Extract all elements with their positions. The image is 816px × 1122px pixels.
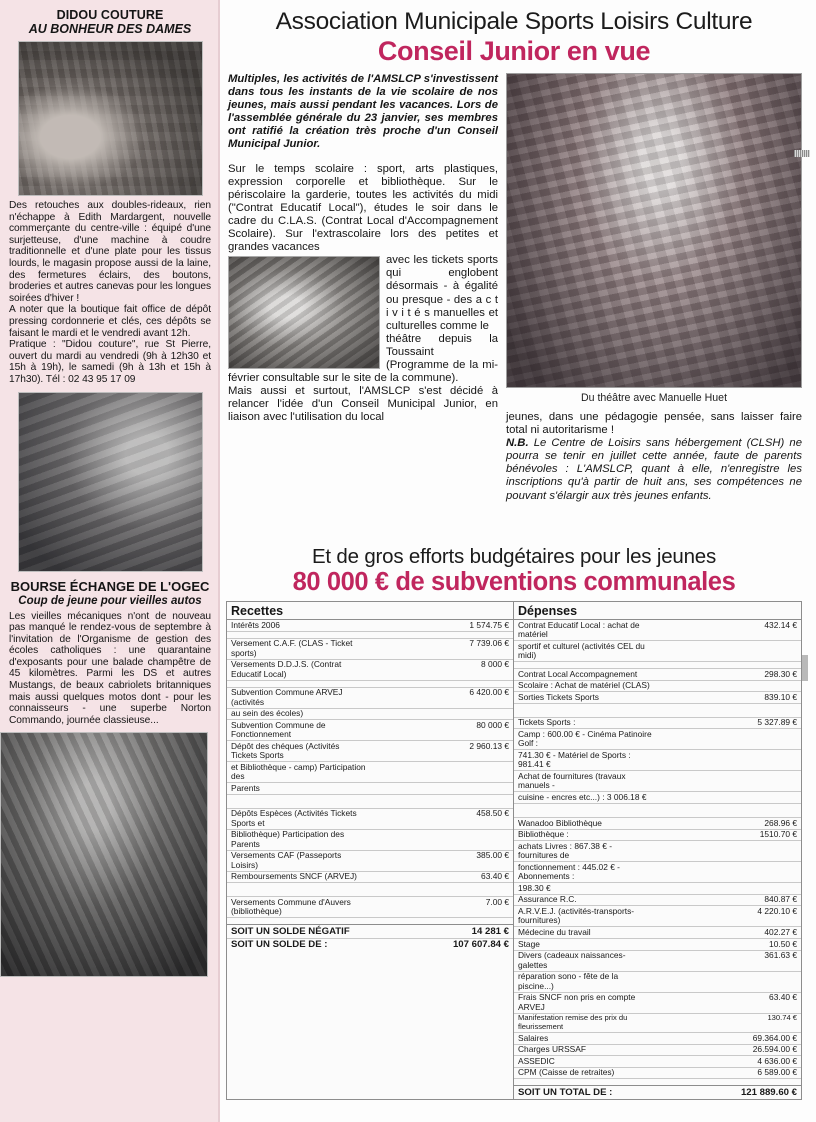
row-amount: 69.364.00 € — [658, 1032, 802, 1044]
table-row — [227, 638, 513, 659]
right-nb-note — [506, 437, 802, 502]
theatre-group-photo — [506, 73, 802, 388]
main-content-column — [220, 0, 816, 1122]
row-amount: 10.50 € — [658, 938, 802, 950]
total-amount: 121 889.60 € — [658, 1086, 802, 1099]
table-row-continuation — [514, 729, 801, 750]
table-row — [514, 620, 801, 641]
row-label: Contrat Local Accompagnement — [514, 669, 658, 681]
row-amount — [658, 803, 802, 817]
table-row-continuation — [227, 708, 513, 720]
table-row-continuation — [514, 971, 801, 992]
didou-couture-title: DIDOU COUTURE — [56, 8, 164, 22]
row-label: Assurance R.C. — [514, 894, 658, 906]
children-activity-photo — [228, 256, 380, 369]
table-spacer-row — [514, 662, 801, 669]
row-amount — [370, 829, 513, 850]
row-amount: 840.87 € — [658, 894, 802, 906]
row-amount — [370, 680, 513, 687]
row-label — [227, 794, 370, 808]
table-row — [227, 659, 513, 680]
row-label: Subvention Commune de Fonctionnement — [227, 720, 370, 741]
row-amount: 7.00 € — [370, 897, 513, 918]
depenses-table — [514, 602, 801, 1099]
total-amount: 107 607.84 € — [370, 938, 513, 951]
row-label: réparation sono - fête de la piscine...) — [514, 971, 658, 992]
table-spacer-row — [514, 703, 801, 717]
row-label: Charges URSSAF — [514, 1044, 658, 1056]
article-columns — [226, 73, 802, 543]
row-label — [227, 631, 370, 638]
row-label — [514, 703, 658, 717]
shopkeeper-photo — [18, 41, 203, 196]
row-amount — [370, 708, 513, 720]
nb-label: N.B. — [506, 437, 529, 450]
row-amount: 298.30 € — [658, 669, 802, 681]
bourse-body — [9, 611, 211, 727]
table-row — [514, 927, 801, 939]
table-row — [514, 1044, 801, 1056]
scan-edge-mark-2 — [802, 655, 808, 681]
table-row-continuation — [514, 792, 801, 804]
table-row — [514, 1067, 801, 1079]
row-label: sportif et culturel (activités CEL du midi) — [514, 641, 658, 662]
total-label: SOIT UN SOLDE NÉGATIF — [227, 925, 370, 938]
row-label: 198.30 € — [514, 883, 658, 895]
total-label: SOIT UN TOTAL DE : — [514, 1086, 658, 1099]
row-label: 741.30 € - Matériel de Sports : 981.41 € — [514, 750, 658, 771]
didou-couture-storefront-photo — [18, 392, 203, 572]
table-row — [514, 817, 801, 829]
table-row-continuation — [514, 750, 801, 771]
row-amount: 8 000 € — [370, 659, 513, 680]
row-amount: 2 960.13 € — [370, 741, 513, 762]
table-row — [514, 692, 801, 704]
row-amount: 7 739.06 € — [370, 638, 513, 659]
budget-heading: Et de gros efforts budgétaires pour les jeunes — [311, 545, 717, 568]
table-row — [514, 938, 801, 950]
row-amount: 432.14 € — [658, 620, 802, 641]
row-amount: 63.40 € — [658, 992, 802, 1013]
table-spacer-row — [227, 631, 513, 638]
amslcp-paragraph-2: Sur le temps scolaire : sport, arts plastiques, expression corporelle et bibliothèque. Sur le périscolaire la garderie, toutes les activités du midi ("Contrat Educatif Local"), études le soir dans le cadre du C.LA.S. (Contrat Local d'Accompagnement Scolaire). Sur l'extrascolaire lors des petites et grandes vacances — [228, 162, 498, 254]
row-label: Salaires — [514, 1032, 658, 1044]
row-amount — [370, 783, 513, 795]
gap-cell — [658, 1079, 802, 1086]
table-row — [514, 906, 801, 927]
total-label: SOIT UN SOLDE DE : — [227, 938, 370, 951]
table-total-row — [227, 925, 513, 938]
lead-paragraph: Multiples, les activités de l'AMSLCP s'investissent dans tous les instants de la vie scolaire de nos jeunes, mais aussi pendant les vacances. Lors de l'assemblée générale du 23 janvier, ses membres ont ratifié la création très proche d'un Conseil Municipal Junior. — [228, 73, 498, 151]
row-amount — [370, 794, 513, 808]
row-label: Camp : 600.00 € - Cinéma Patinoire Golf : — [514, 729, 658, 750]
row-label: Sorties Tickets Sports — [514, 692, 658, 704]
row-amount — [658, 862, 802, 883]
amslcp-photo-column — [506, 73, 802, 503]
row-amount — [658, 771, 802, 792]
row-amount: 80 000 € — [370, 720, 513, 741]
row-amount: 130.74 € — [658, 1013, 802, 1032]
recettes-body — [227, 620, 513, 952]
table-spacer-row — [227, 883, 513, 897]
row-label: Remboursements SNCF (ARVEJ) — [227, 871, 370, 883]
page-subtitle: Conseil Junior en vue — [377, 36, 651, 66]
table-row-continuation — [227, 829, 513, 850]
row-amount — [658, 729, 802, 750]
row-amount — [658, 750, 802, 771]
table-row-continuation — [514, 771, 801, 792]
row-amount: 63.40 € — [370, 871, 513, 883]
row-label: Versements Commune d'Auvers (bibliothèque) — [227, 897, 370, 918]
row-label: ASSEDIC — [514, 1056, 658, 1068]
table-row-continuation — [227, 783, 513, 795]
vintage-cars-photo — [0, 732, 208, 977]
table-spacer-row — [514, 803, 801, 817]
table-gap-row — [227, 918, 513, 925]
didou-couture-subtitle: AU BONHEUR DES DAMES — [28, 22, 192, 36]
bourse-paragraph-1: Les vieilles mécaniques n'ont de nouveau pas manqué le rendez-vous de septembre à l'invitation de l'Organisme de gestion des écoles catholiques : une quarantaine d'exposants pour une balade champêtre de 45 kilomètres. Parmi les DS et autres Mustangs, de beaux cabriolets britanniques mais aussi quelques motos dont - pour les connaisseurs - une superbe Norton Commando, journée classieuse... — [9, 610, 211, 726]
bourse-subtitle: Coup de jeune pour vieilles autos — [18, 594, 202, 607]
row-label: au sein des écoles) — [227, 708, 370, 720]
row-label: Versements D.D.J.S. (Contrat Educatif Local) — [227, 659, 370, 680]
didou-paragraph-3: Pratique : "Didou couture", rue St Pierre, ouvert du mardi au vendredi (9h à 12h30 et 15h à 19h), le samedi (9h à 13h et 15h à 17h30). Tél : 02 43 95 17 09 — [9, 339, 211, 385]
row-amount: 268.96 € — [658, 817, 802, 829]
amslcp-paragraph-2b: avec les tickets sports qui englobent désormais - à égalité ou presque - des a c t i v i t é s manuelles et culturelles comme le — [386, 254, 498, 332]
row-label: Dépôt des chéques (Activités Tickets Sports — [227, 741, 370, 762]
amslcp-right-text — [506, 411, 802, 503]
budget-tables — [226, 601, 802, 1100]
row-amount — [658, 680, 802, 692]
row-amount: 839.10 € — [658, 692, 802, 704]
row-label — [227, 680, 370, 687]
row-label: Médecine du travail — [514, 927, 658, 939]
theatre-photo-caption: Du théâtre avec Manuelle Huet — [580, 392, 728, 404]
row-label: fonctionnement : 445.02 € - Abonnements : — [514, 862, 658, 883]
left-sidebar-column — [0, 0, 220, 1122]
row-label — [514, 662, 658, 669]
gap-cell — [227, 918, 370, 925]
amslcp-text-column — [228, 73, 498, 424]
table-gap-row — [514, 1079, 801, 1086]
row-amount: 361.63 € — [658, 950, 802, 971]
bourse-title: BOURSE ÉCHANGE DE L'OGEC — [10, 578, 210, 594]
table-row — [514, 1032, 801, 1044]
table-total-row — [514, 1086, 801, 1099]
row-amount: 458.50 € — [370, 808, 513, 829]
table-row-continuation — [514, 862, 801, 883]
total-amount: 14 281 € — [370, 925, 513, 938]
row-amount — [370, 631, 513, 638]
row-amount: 1 574.75 € — [370, 620, 513, 632]
row-label: Achat de fournitures (travaux manuels - — [514, 771, 658, 792]
table-row-continuation — [514, 883, 801, 895]
table-row — [514, 669, 801, 681]
row-label: Stage — [514, 938, 658, 950]
table-row — [514, 950, 801, 971]
table-row — [514, 829, 801, 841]
page-title: Association Municipale Sports Loisirs Culture — [275, 8, 753, 35]
row-label: Bibliothèque) Participation des Parents — [227, 829, 370, 850]
recettes-header: Recettes — [227, 602, 513, 620]
row-label: Parents — [227, 783, 370, 795]
row-label: Contrat Educatif Local : achat de matériel — [514, 620, 658, 641]
row-amount — [658, 883, 802, 895]
row-label: Divers (cadeaux naissances-galettes — [514, 950, 658, 971]
row-amount: 4 636.00 € — [658, 1056, 802, 1068]
amslcp-paragraph-3: Mais aussi et surtout, l'AMSLCP s'est décidé à relancer l'idée d'un Conseil Municipal Junior, en liaison avec l'utilisation du local — [228, 385, 498, 424]
scan-edge-mark — [794, 150, 810, 157]
recettes-table-wrap — [227, 602, 514, 1099]
row-amount: 402.27 € — [658, 927, 802, 939]
row-label: Versement C.A.F. (CLAS - Ticket sports) — [227, 638, 370, 659]
table-row — [227, 850, 513, 871]
nb-text: Le Centre de Loisirs sans hébergement (CLSH) ne pourra se tenir en juillet cette année, faute de parents bénévoles : L'AMSLCP, quant à elle, n'enregistre les inscriptions qu'à partir de huit ans, ses compétences ne pouvant s'élargir aux très jeunes enfants. — [506, 437, 802, 502]
didou-couture-body — [9, 200, 211, 386]
table-row — [227, 620, 513, 632]
right-paragraph-1: jeunes, dans une pédagogie pensée, sans laisser faire total ni autoritarisme ! — [506, 411, 802, 437]
amslcp-wrap-block — [228, 254, 498, 333]
table-row-continuation — [514, 641, 801, 662]
amslcp-paragraph-2c: théâtre depuis la Toussaint (Programme de la mi-février consultable sur le site de la commune). — [228, 332, 498, 385]
table-row — [227, 871, 513, 883]
table-row — [514, 1013, 801, 1032]
row-label: Subvention Commune ARVEJ (activités — [227, 687, 370, 708]
row-label: A.R.V.E.J. (activités-transports-fournitures) — [514, 906, 658, 927]
row-amount: 6 589.00 € — [658, 1067, 802, 1079]
depenses-table-wrap — [514, 602, 801, 1099]
row-amount — [370, 883, 513, 897]
recettes-table — [227, 602, 513, 951]
depenses-body — [514, 620, 801, 1099]
row-label: Tickets Sports : — [514, 717, 658, 729]
row-amount: 26.594.00 € — [658, 1044, 802, 1056]
table-row — [227, 741, 513, 762]
row-label: cuisine - encres etc...) : 3 006.18 € — [514, 792, 658, 804]
row-label: Frais SNCF non pris en compte ARVEJ — [514, 992, 658, 1013]
table-row-continuation — [514, 680, 801, 692]
table-row — [514, 894, 801, 906]
row-label: Dépôts Espèces (Activités Tickets Sports et — [227, 808, 370, 829]
depenses-header: Dépenses — [514, 602, 801, 620]
row-label: Bibliothèque : — [514, 829, 658, 841]
table-row — [227, 687, 513, 708]
table-total-row — [227, 938, 513, 951]
row-amount: 385.00 € — [370, 850, 513, 871]
table-spacer-row — [227, 680, 513, 687]
table-row — [514, 1056, 801, 1068]
row-amount — [658, 841, 802, 862]
row-label: Intérêts 2006 — [227, 620, 370, 632]
row-amount — [658, 662, 802, 669]
table-row — [514, 717, 801, 729]
row-label — [514, 803, 658, 817]
article-bourse-echange — [9, 579, 211, 978]
row-amount: 6 420.00 € — [370, 687, 513, 708]
row-amount — [370, 762, 513, 783]
table-row — [514, 992, 801, 1013]
row-amount — [658, 703, 802, 717]
row-amount — [658, 971, 802, 992]
table-row-continuation — [514, 841, 801, 862]
row-amount: 5 327.89 € — [658, 717, 802, 729]
row-label: Versements CAF (Passeports Loisirs) — [227, 850, 370, 871]
didou-paragraph-1: Des retouches aux doubles-rideaux, rien n'échappe à Edith Mardargent, nouvelle commerçante du centre-ville : équipé d'une surjetteuse, d'une machine à coudre traditionnelle et d'une plate pour les tissus lourds, le magasin propose aussi de la laine, des fermetures éclairs, des boutons, broderies et autres canevas pour les longues soirées d'hiver ! — [9, 200, 211, 304]
gap-cell — [370, 918, 513, 925]
row-label: Wanadoo Bibliothèque — [514, 817, 658, 829]
didou-paragraph-2: A noter que la boutique fait office de dépôt pressing cordonnerie et clés, ces dépôts se faisant le mardi et le vendredi avant 12h. — [9, 304, 211, 339]
gap-cell — [514, 1079, 658, 1086]
table-row-continuation — [227, 762, 513, 783]
row-label: Manifestation remise des prix du fleurissement — [514, 1013, 658, 1032]
table-row — [227, 897, 513, 918]
row-label — [227, 883, 370, 897]
row-amount: 4 220.10 € — [658, 906, 802, 927]
row-label: et Bibliothèque - camp) Participation des — [227, 762, 370, 783]
row-amount — [658, 641, 802, 662]
budget-subheading: 80 000 € de subventions communales — [292, 568, 736, 596]
row-label: CPM (Caisse de retraites) — [514, 1067, 658, 1079]
row-amount: 1510.70 € — [658, 829, 802, 841]
row-label: Scolaire : Achat de matériel (CLAS) — [514, 680, 658, 692]
article-didou-couture — [9, 8, 211, 572]
table-row — [227, 808, 513, 829]
table-row — [227, 720, 513, 741]
row-label: achats Livres : 867.38 € - fournitures de — [514, 841, 658, 862]
table-spacer-row — [227, 794, 513, 808]
row-amount — [658, 792, 802, 804]
